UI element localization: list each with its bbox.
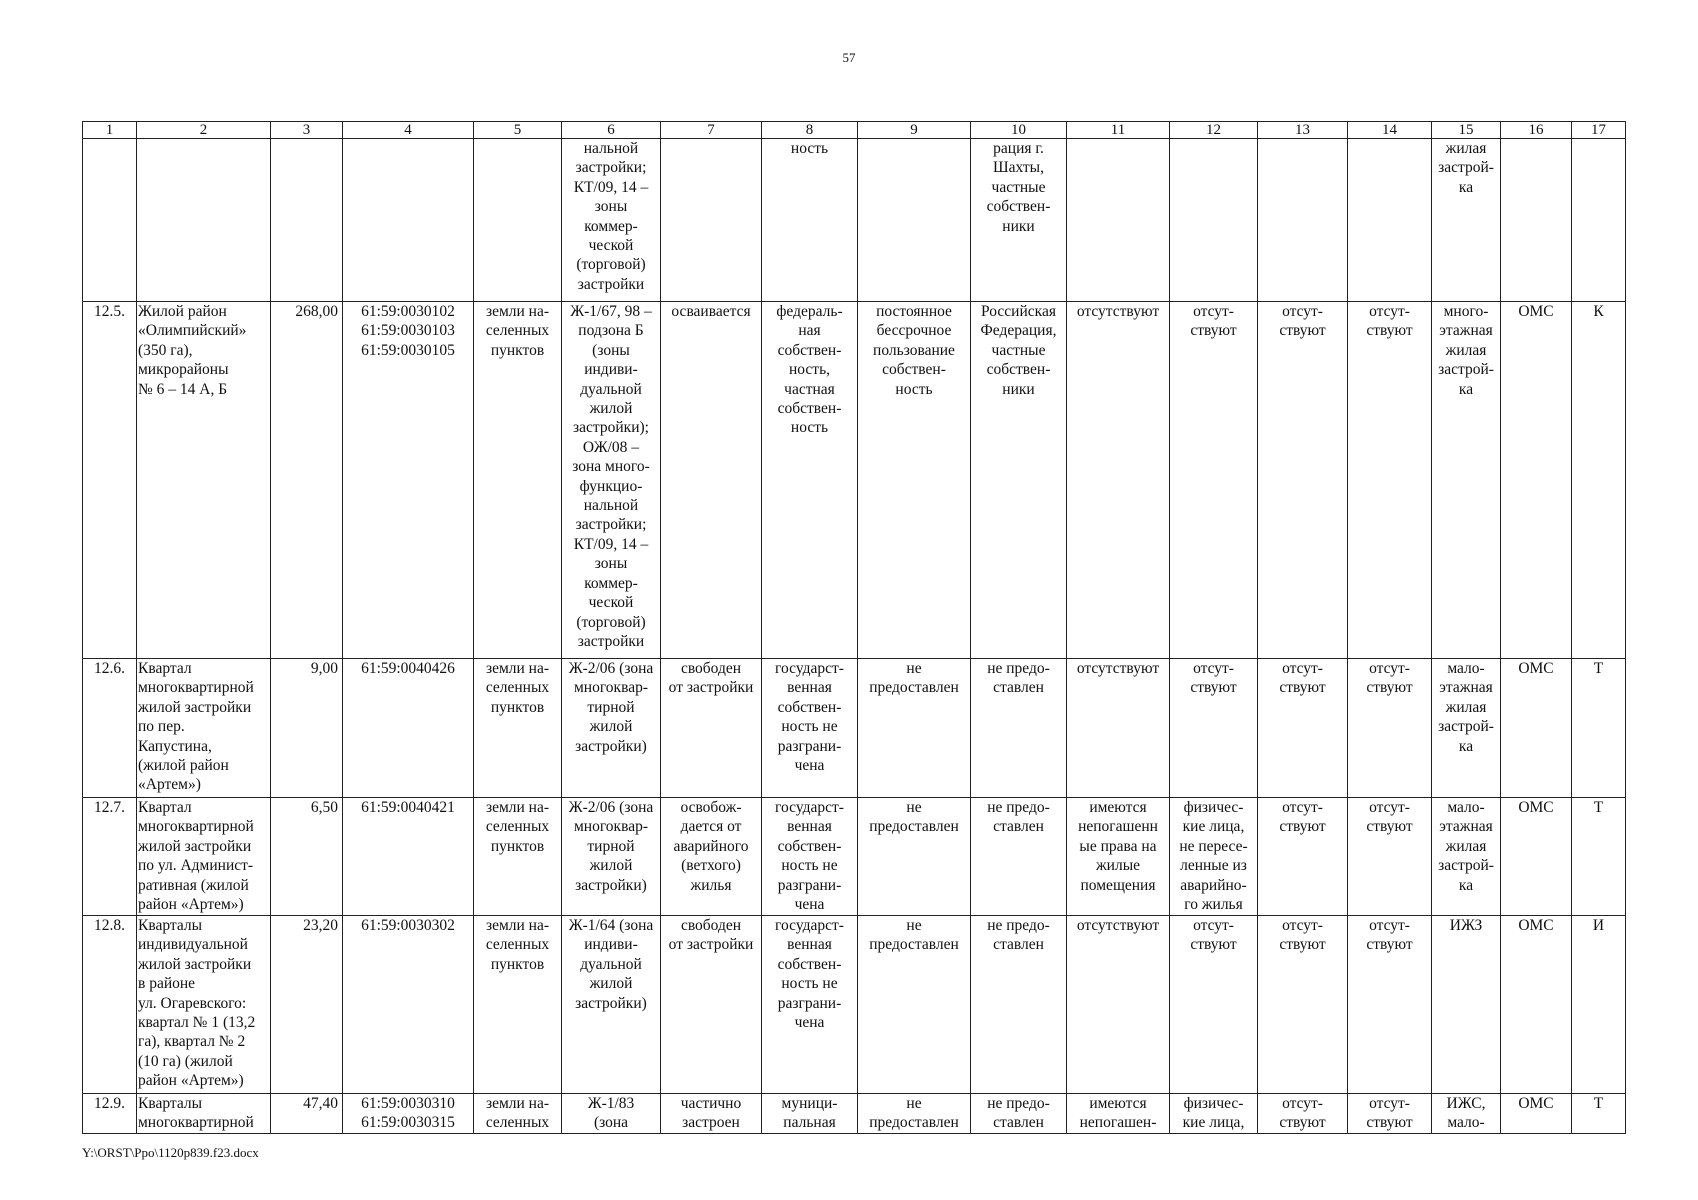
cell-number: 12.6.	[83, 659, 137, 798]
cell-right-type: постоянное бессрочное пользование собствен- ность	[858, 302, 971, 659]
cell-authority: ОМС	[1501, 916, 1572, 1094]
cell-object-name: Кварталы индивидуальной жилой застройки в районе ул. Огаревского: квартал № 1 (13,2 га), квартал № 2 (10 га) (жилой район «Артем»)	[137, 916, 271, 1094]
col-header: 8	[762, 122, 858, 139]
cell-area: 268,00	[271, 302, 343, 659]
cell-third-parties: отсут- ствуют	[1170, 916, 1258, 1094]
table-row	[83, 798, 1626, 916]
cell-right-type: не предоставлен	[858, 659, 971, 798]
col-header: 4	[343, 122, 474, 139]
cell-code	[1572, 139, 1626, 302]
cell-cadastral-quarter: 61:59:0030102 61:59:0030103 61:59:0030105	[343, 302, 474, 659]
col-header: 15	[1432, 122, 1501, 139]
cell-code: Т	[1572, 1094, 1626, 1134]
page-number: 57	[842, 50, 856, 65]
cell-col-13: отсут- ствуют	[1258, 659, 1348, 798]
cell-code: К	[1572, 302, 1626, 659]
cell-encumbrances: отсутствуют	[1067, 659, 1170, 798]
cell-object-name: Квартал многоквартирной жилой застройки по пер. Капустина, (жилой район «Артем»)	[137, 659, 271, 798]
cell-encumbrances: отсутствуют	[1067, 302, 1170, 659]
cell-object-name: Кварталы многоквартирной	[137, 1094, 271, 1134]
cell-development-status: частично застроен	[661, 1094, 762, 1134]
cell-col-14: отсут- ствуют	[1348, 659, 1432, 798]
cell-ownership-form: федераль- ная собствен- ность, частная собствен- ность	[762, 302, 858, 659]
cell-code: И	[1572, 916, 1626, 1094]
cell-third-parties: отсут- ствуют	[1170, 302, 1258, 659]
col-header: 12	[1170, 122, 1258, 139]
cell-zone: Ж-2/06 (зона многоквар- тирной жилой застройки)	[562, 798, 661, 916]
cell-third-parties: физичес- кие лица,	[1170, 1094, 1258, 1134]
cell-encumbrances: имеются непогашен-	[1067, 1094, 1170, 1134]
col-header: 17	[1572, 122, 1626, 139]
cell-right-type: не предоставлен	[858, 916, 971, 1094]
cell-cadastral-quarter: 61:59:0040426	[343, 659, 474, 798]
cell-land-category: земли на- селенных пунктов	[474, 659, 562, 798]
col-header: 3	[271, 122, 343, 139]
cell-zone: нальной застройки; КТ/09, 14 – зоны коммер- ческой (торговой) застройки	[562, 139, 661, 302]
cell-zone: Ж-2/06 (зона многоквар- тирной жилой застройки)	[562, 659, 661, 798]
col-header: 7	[661, 122, 762, 139]
cell-right-holder: не предо- ставлен	[971, 916, 1067, 1094]
cell-zone: Ж-1/64 (зона индиви- дуальной жилой застройки)	[562, 916, 661, 1094]
cell-col-13	[1258, 139, 1348, 302]
cell-land-category	[474, 139, 562, 302]
cell-encumbrances: имеются непогашенн ые права на жилые помещения	[1067, 798, 1170, 916]
cell-cadastral-quarter	[343, 139, 474, 302]
table-row	[83, 302, 1626, 659]
cell-development-status: свободен от застройки	[661, 659, 762, 798]
cell-zone: Ж-1/83 (зона	[562, 1094, 661, 1134]
cell-col-14: отсут- ствуют	[1348, 798, 1432, 916]
cell-development-status	[661, 139, 762, 302]
footer-file-path: Y:\ORST\Ppo\1120p839.f23.docx	[82, 1145, 259, 1160]
cell-number: 12.9.	[83, 1094, 137, 1134]
cell-ownership-form: муници- пальная	[762, 1094, 858, 1134]
document-table-container	[82, 121, 1626, 1134]
cell-land-category: земли на- селенных пунктов	[474, 798, 562, 916]
cell-right-holder: не предо- ставлен	[971, 798, 1067, 916]
cell-building-type: много- этажная жилая застрой- ка	[1432, 302, 1501, 659]
table-row	[83, 916, 1626, 1094]
col-header: 13	[1258, 122, 1348, 139]
cell-building-type: мало- этажная жилая застрой- ка	[1432, 659, 1501, 798]
cell-number: 12.8.	[83, 916, 137, 1094]
cell-right-type: не предоставлен	[858, 798, 971, 916]
cell-development-status: свободен от застройки	[661, 916, 762, 1094]
cell-col-13: отсут- ствуют	[1258, 1094, 1348, 1134]
cell-zone: Ж-1/67, 98 – подзона Б (зоны индиви- дуальной жилой застройки); ОЖ/08 – зона много- функцио- нальной застройки; КТ/09, 14 – зоны коммер- ческой (торговой) застройки	[562, 302, 661, 659]
cell-third-parties: отсут- ствуют	[1170, 659, 1258, 798]
cell-col-14: отсут- ствуют	[1348, 302, 1432, 659]
cell-col-13: отсут- ствуют	[1258, 916, 1348, 1094]
cell-land-category: земли на- селенных пунктов	[474, 302, 562, 659]
cell-third-parties: физичес- кие лица, не пересе- ленные из аварийно- го жилья	[1170, 798, 1258, 916]
column-number-header	[83, 122, 1626, 139]
cell-code: Т	[1572, 659, 1626, 798]
land-plots-table	[82, 121, 1626, 1134]
cell-area	[271, 139, 343, 302]
col-header: 2	[137, 122, 271, 139]
col-header: 16	[1501, 122, 1572, 139]
cell-right-holder: Российская Федерация, частные собствен- ники	[971, 302, 1067, 659]
cell-area: 47,40	[271, 1094, 343, 1134]
cell-ownership-form: ность	[762, 139, 858, 302]
cell-object-name: Квартал многоквартирной жилой застройки по ул. Админист- ративная (жилой район «Артем»)	[137, 798, 271, 916]
cell-building-type: ИЖЗ	[1432, 916, 1501, 1094]
col-header: 5	[474, 122, 562, 139]
header-row	[83, 122, 1626, 139]
cell-cadastral-quarter: 61:59:0040421	[343, 798, 474, 916]
cell-building-type: мало- этажная жилая застрой- ка	[1432, 798, 1501, 916]
cell-third-parties	[1170, 139, 1258, 302]
cell-encumbrances	[1067, 139, 1170, 302]
cell-ownership-form: государст- венная собствен- ность не разграни- чена	[762, 798, 858, 916]
cell-authority: ОМС	[1501, 798, 1572, 916]
cell-development-status: осваивается	[661, 302, 762, 659]
cell-number: 12.7.	[83, 798, 137, 916]
cell-area: 23,20	[271, 916, 343, 1094]
cell-cadastral-quarter: 61:59:0030310 61:59:0030315	[343, 1094, 474, 1134]
cell-number: 12.5.	[83, 302, 137, 659]
cell-ownership-form: государст- венная собствен- ность не разграни- чена	[762, 916, 858, 1094]
cell-building-type: жилая застрой- ка	[1432, 139, 1501, 302]
cell-right-type	[858, 139, 971, 302]
col-header: 10	[971, 122, 1067, 139]
cell-right-type: не предоставлен	[858, 1094, 971, 1134]
table-body	[83, 139, 1626, 1134]
cell-object-name: Жилой район «Олимпийский» (350 га), микрорайоны № 6 – 14 А, Б	[137, 302, 271, 659]
col-header: 11	[1067, 122, 1170, 139]
cell-authority	[1501, 139, 1572, 302]
cell-object-name	[137, 139, 271, 302]
cell-right-holder: рация г. Шахты, частные собствен- ники	[971, 139, 1067, 302]
table-row	[83, 659, 1626, 798]
cell-authority: ОМС	[1501, 1094, 1572, 1134]
cell-ownership-form: государст- венная собствен- ность не разграни- чена	[762, 659, 858, 798]
cell-land-category: земли на- селенных	[474, 1094, 562, 1134]
cell-col-14: отсут- ствуют	[1348, 916, 1432, 1094]
cell-right-holder: не предо- ставлен	[971, 659, 1067, 798]
cell-col-14: отсут- ствуют	[1348, 1094, 1432, 1134]
cell-building-type: ИЖС, мало-	[1432, 1094, 1501, 1134]
col-header: 1	[83, 122, 137, 139]
cell-area: 9,00	[271, 659, 343, 798]
cell-area: 6,50	[271, 798, 343, 916]
cell-col-13: отсут- ствуют	[1258, 302, 1348, 659]
table-row	[83, 139, 1626, 302]
cell-code: Т	[1572, 798, 1626, 916]
cell-authority: ОМС	[1501, 302, 1572, 659]
cell-number	[83, 139, 137, 302]
cell-encumbrances: отсутствуют	[1067, 916, 1170, 1094]
cell-right-holder: не предо- ставлен	[971, 1094, 1067, 1134]
cell-development-status: освобож- дается от аварийного (ветхого) жилья	[661, 798, 762, 916]
cell-col-13: отсут- ствуют	[1258, 798, 1348, 916]
cell-cadastral-quarter: 61:59:0030302	[343, 916, 474, 1094]
table-row	[83, 1094, 1626, 1134]
col-header: 6	[562, 122, 661, 139]
col-header: 9	[858, 122, 971, 139]
cell-land-category: земли на- селенных пунктов	[474, 916, 562, 1094]
cell-col-14	[1348, 139, 1432, 302]
col-header: 14	[1348, 122, 1432, 139]
cell-authority: ОМС	[1501, 659, 1572, 798]
